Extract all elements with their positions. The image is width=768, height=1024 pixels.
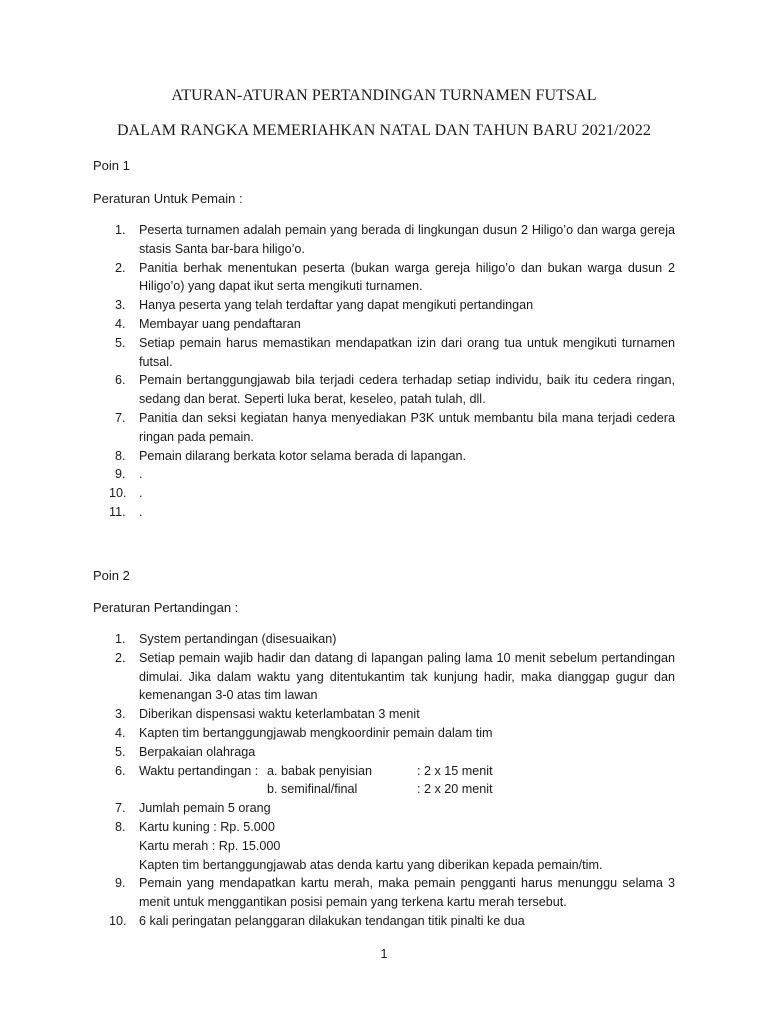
list-item-number: 10.: [109, 913, 127, 928]
list-item-text: Diberikan dispensasi waktu keterlambatan 3 menit: [139, 707, 420, 722]
semifinal-label: b. semifinal/final: [267, 782, 358, 797]
list-item-number: 8.: [115, 448, 126, 463]
list-item-number: 7.: [115, 801, 126, 816]
list-item: [93, 371, 675, 409]
list-item: [93, 874, 675, 912]
list-item: [93, 649, 675, 705]
list-item: [93, 503, 675, 522]
list-item-text: Kapten tim bertanggungjawab mengkoordinir pemain dalam tim: [139, 725, 493, 740]
list-item-number: 1.: [115, 223, 126, 237]
list-item: [93, 724, 675, 743]
list-item-number: 6.: [115, 763, 126, 778]
list-item-number: 10.: [109, 486, 127, 501]
list-item-number: 2.: [115, 650, 126, 665]
page-number: 1: [380, 947, 388, 961]
list-item-text: 6 kali peringatan pelanggaran dilakukan tendangan titik pinalti ke dua: [139, 913, 525, 928]
list-item: [93, 743, 675, 762]
list-item-text: Peserta turnamen adalah pemain yang berada di lingkungan dusun 2 Hiligo’o dan warga gereja stasis Santa bar-bara hiligo’o.: [139, 223, 675, 256]
list-item-text: Panitia berhak menentukan peserta (bukan warga gereja hiligo’o dan bukan warga dusun 2 Hiligo’o) yang dapat ikut serta mengikuti turnamen.: [139, 260, 675, 294]
list-item-text: .: [139, 504, 143, 519]
list-item-text: Setiap pemain harus memastikan mendapatkan izin dari orang tua untuk mengikuti turnamen futsal.: [139, 335, 675, 369]
list-item: [93, 630, 675, 649]
list-item-number: 5.: [115, 335, 126, 350]
list-item-number: 8.: [115, 819, 126, 834]
list-item: [93, 334, 675, 372]
list-item: [93, 409, 675, 447]
list-item-number: 5.: [115, 744, 126, 759]
list-item: [93, 705, 675, 724]
list-item-number: 4.: [115, 316, 126, 331]
document-title: ATURAN-ATURAN PERTANDINGAN TURNAMEN FUTSAL: [171, 87, 597, 104]
list-item-number: 3.: [115, 298, 126, 313]
match-duration-row: [139, 762, 675, 781]
list-item: [93, 484, 675, 503]
group-stage-label: a. babak penyisian: [267, 763, 373, 778]
list-item-text: Berpakaian olahraga: [139, 744, 256, 759]
group-stage-duration: : 2 x 15 menit: [417, 763, 493, 778]
list-item: [93, 221, 675, 259]
list-item: [93, 447, 675, 466]
list-item: [93, 259, 675, 297]
list-item-text: Jumlah pemain 5 orang: [139, 801, 271, 816]
list-item-number: 9.: [115, 467, 126, 482]
list-item: [93, 799, 675, 818]
list-item: [93, 465, 675, 484]
list-item-text: Pemain yang mendapatkan kartu merah, maka pemain pengganti harus menunggu selama 3 menit untuk menggantikan posisi pemain yang terkena kartu merah tersebut.: [139, 876, 675, 910]
list-item-text: System pertandingan (disesuaikan): [139, 632, 337, 646]
list-item: [93, 912, 675, 931]
list-item-text: .: [139, 467, 143, 482]
list-item-text: Panitia dan seksi kegiatan hanya menyediakan P3K untuk membantu bila mana terjadi cedera ringan pada pemain.: [139, 410, 675, 444]
match-duration-label: Waktu pertandingan :: [139, 763, 259, 778]
list-item-text: Pemain bertanggungjawab bila terjadi cedera terhadap setiap individu, baik itu cedera ringan, sedang dan berat. Seperti luka berat, keseleo, patah tulah, dll.: [139, 373, 675, 407]
section2-heading: Poin 2: [93, 568, 130, 583]
list-item-number: 11.: [109, 504, 126, 519]
list-item-number: 3.: [115, 707, 126, 722]
list-item-number: 1.: [115, 632, 126, 646]
list-item-text: Membayar uang pendaftaran: [139, 316, 301, 331]
player-rules-list: [93, 221, 675, 522]
list-item-number: 4.: [115, 725, 126, 740]
red-card-fine: Kartu merah : Rp. 15.000: [139, 838, 281, 853]
list-item-number: 2.: [115, 260, 126, 275]
list-item-text: Pemain dilarang berkata kotor selama berada di lapangan.: [139, 448, 466, 463]
list-item-number: 6.: [115, 373, 126, 388]
list-item-text: Hanya peserta yang telah terdaftar yang dapat mengikuti pertandingan: [139, 298, 534, 313]
list-item-text: .: [139, 486, 143, 501]
list-item: [93, 762, 675, 800]
yellow-card-fine: Kartu kuning : Rp. 5.000: [139, 819, 275, 834]
document-subtitle: DALAM RANGKA MEMERIAHKAN NATAL DAN TAHUN BARU 2021/2022: [116, 122, 652, 139]
final-duration-row: [139, 780, 675, 799]
captain-fine-note: Kapten tim bertanggungjawab atas denda kartu yang diberikan kepada pemain/tim.: [139, 857, 603, 872]
section1-subheading: Peraturan Untuk Pemain :: [93, 191, 243, 206]
list-item-text: Setiap pemain wajib hadir dan datang di lapangan paling lama 10 menit sebelum pertandingan dimulai. Jika dalam waktu yang ditentukantim tak kunjung hadir, maka dianggap gugur dan kemenangan 3-0 atas tim lawan: [139, 650, 675, 703]
list-item-number: 9.: [115, 876, 126, 891]
list-item-number: 7.: [115, 410, 126, 425]
list-item: [93, 315, 675, 334]
section2-subheading: Peraturan Pertandingan :: [93, 600, 239, 615]
list-item: [93, 818, 675, 874]
semifinal-duration: : 2 x 20 menit: [417, 782, 493, 797]
list-item: [93, 296, 675, 315]
section1-heading: Poin 1: [93, 158, 130, 173]
match-rules-list: [93, 630, 675, 931]
